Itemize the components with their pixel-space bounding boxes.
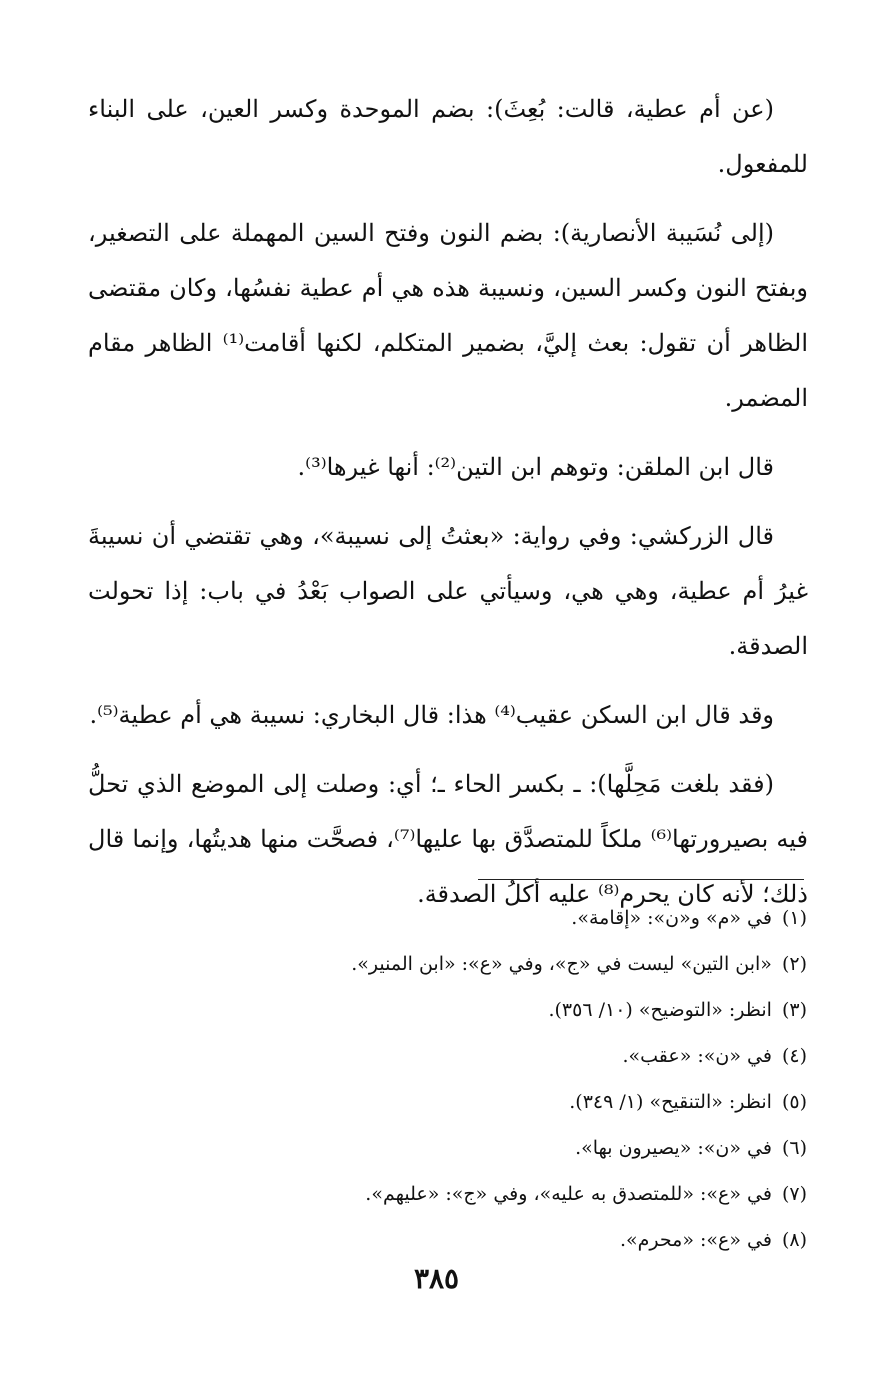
footnote-number: (١) [781,907,807,929]
footnote-4 [87,1033,807,1079]
footnote-3 [87,987,807,1033]
footnote-text: انظر: «التوضيح» (١٠/ ٣٥٦). [548,999,772,1021]
footnote-divider [478,879,804,880]
footnote-2 [87,941,807,987]
footnote-text: في «ن»: «يصيرون بها». [575,1137,772,1159]
footnote-number: (٢) [781,953,807,975]
paragraph-2: (إلى نُسَيبة الأنصارية): بضم النون وفتح السين المهملة على التصغير، وبفتح النون وكسر السين، ونسيبة هذه هي أم عطية نفسُها، وكان مقتضى الظاهر أن تقول: بعث إليَّ، بضمير المتكلم، لكنها أقامت⁽¹⁾ الظاهر مقام المضمر. [88,219,808,412]
footnotes [87,895,807,1263]
paragraph-3: قال ابن الملقن: وتوهم ابن التين⁽²⁾: أنها غيرها⁽³⁾. [297,453,774,481]
footnote-number: (٦) [781,1137,807,1159]
paragraph-1: (عن أم عطية، قالت: بُعِثَ): بضم الموحدة وكسر العين، على البناء للمفعول. [88,95,808,178]
footnote-text: في «ع»: «للمتصدق به عليه»، وفي «ج»: «عليهم». [365,1183,772,1205]
paragraph-4: قال الزركشي: وفي رواية: «بعثتُ إلى نسيبة»، وهي تقتضي أن نسيبةَ غيرُ أم عطية، وهي هي، وسيأتي على الصواب بَعْدُ في باب: إذا تحولت الصدقة. [88,522,808,660]
footnote-5 [87,1079,807,1125]
footnote-number: (٧) [781,1183,807,1205]
footnote-number: (٨) [781,1229,807,1251]
footnote-text: في «ن»: «عقب». [622,1045,772,1067]
footnote-1 [87,895,807,941]
footnote-text: في «م» و«ن»: «إقامة». [571,907,772,929]
paragraph-6: (فقد بلغت مَحِلَّها): ـ بكسر الحاء ـ؛ أي: وصلت إلى الموضع الذي تحلُّ فيه بصيرورتها⁽⁶⁾ ملكاً للمتصدَّق بها عليها⁽⁷⁾، فصحَّت منها هديتُها، وإنما قال ذلك؛ لأنه كان يحرم⁽⁸⁾ عليه أكلُ الصدقة. [88,770,808,908]
footnote-text: «ابن التين» ليست في «ج»، وفي «ع»: «ابن المنير». [351,953,772,975]
footnote-number: (٤) [781,1045,807,1067]
footnote-8 [87,1217,807,1263]
footnote-text: انظر: «التنقيح» (١/ ٣٤٩). [569,1091,772,1113]
footnote-text: في «ع»: «محرم». [619,1229,772,1251]
footnote-number: (٣) [781,999,807,1021]
footnote-7 [87,1171,807,1217]
main-text [88,82,808,936]
footnote-number: (٥) [781,1091,807,1113]
page-number: ٣٨٥ [413,1262,460,1295]
paragraph-5: وقد قال ابن السكن عقيب⁽⁴⁾ هذا: قال البخاري: نسيبة هي أم عطية⁽⁵⁾. [89,701,774,729]
footnote-6 [87,1125,807,1171]
